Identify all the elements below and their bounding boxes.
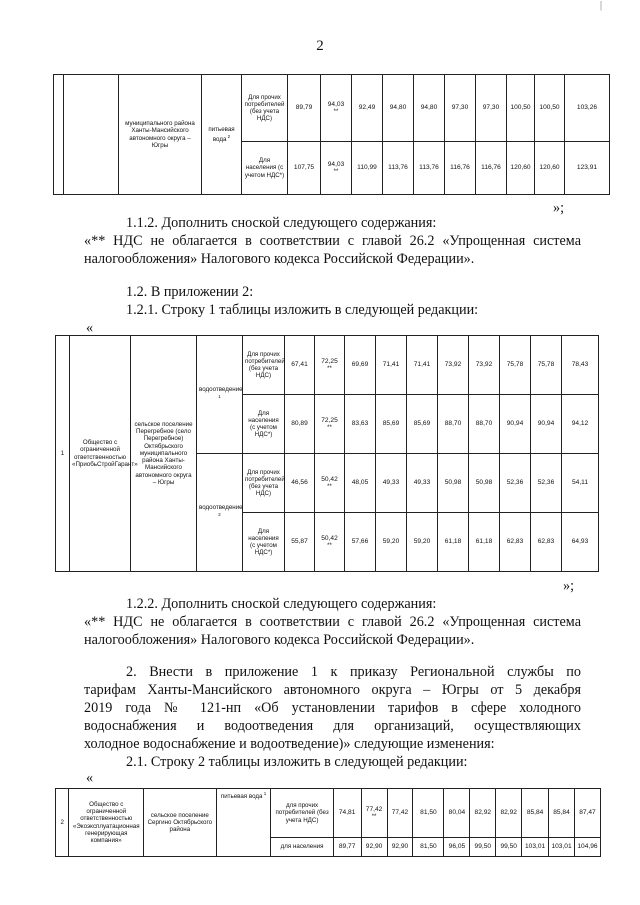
tariff-value-cell-text: 97,30: [451, 104, 469, 112]
tariff-value-cell: [438, 513, 469, 572]
tariff-table-continued: [53, 74, 610, 195]
tariff-value-cell: [352, 75, 383, 142]
tariff-value-cell: [531, 395, 562, 454]
open-quote-2: «: [86, 770, 94, 786]
vat-exempt-mark: **: [327, 483, 332, 490]
consumer-category-cell-text: Для прочих потребителей (без учета НДС): [245, 468, 285, 498]
tariff-value-cell-text: 88,70: [475, 420, 493, 428]
tariff-value-cell-text: 88,70: [444, 420, 462, 428]
paragraph-2-1: 2.1. Строку 2 таблицы изложить в следующей редакции:: [126, 754, 468, 770]
tariff-value-cell: [315, 513, 345, 572]
tariff-value-cell: [500, 513, 531, 572]
tariff-value-cell: [470, 789, 496, 838]
tariff-value-cell-text: 92,90: [365, 843, 383, 851]
tariff-value-cell-text: 62,83: [506, 538, 524, 546]
table2-closing-quote: »;: [563, 578, 575, 594]
tariff-value-cell-text: 96,05: [448, 843, 466, 851]
tariff-value-cell: [285, 336, 315, 395]
tariff-value-cell-text: 55,87: [291, 538, 308, 546]
tariff-value-cell: [438, 336, 469, 395]
tariff-value-cell-text: 90,94: [506, 420, 524, 428]
tariff-value-cell-text: 67,41: [291, 361, 308, 369]
footnote-ref: 1: [262, 791, 267, 796]
tariff-value-cell: [438, 395, 469, 454]
tariff-value-cell: [315, 454, 345, 513]
tariff-value-cell: [376, 395, 407, 454]
tariff-value-cell: [496, 838, 522, 857]
tariff-value-cell-text: 120,60: [539, 164, 560, 172]
tariff-value-cell: [507, 75, 535, 142]
table-row: [56, 789, 601, 838]
tariff-value-cell: [522, 789, 549, 838]
tariff-value-cell-text: 81,50: [420, 809, 437, 817]
tariff-value-cell-text: 64,93: [571, 538, 589, 546]
footnote2-text-line2: налогообложения» Налогового кодекса Российской Федерации».: [84, 632, 475, 648]
tariff-value-cell: [285, 513, 315, 572]
service-cell: [197, 454, 243, 572]
territory-cell-text: сельское поселение Перегребное (село Перегребное) Октябрьского муниципального района Ханты-Мансийского автономного округа – Югры: [134, 421, 193, 486]
tariff-value-cell: [469, 513, 500, 572]
paragraph-1-2-2: 1.2.2. Дополнить сноской следующего содержания:: [126, 596, 437, 612]
row-number-cell-text: 1: [60, 449, 65, 457]
tariff-value-cell: [321, 142, 352, 195]
tariff-value-cell-text: 50,42: [321, 535, 338, 543]
tariff-value-cell: [445, 142, 476, 195]
tariff-value-cell-text: 103,26: [576, 104, 598, 112]
tariff-value-cell-text: 123,91: [576, 164, 598, 172]
tariff-value-cell-text: 78,43: [571, 361, 589, 369]
service-cell-text: питьевая вода: [208, 125, 235, 144]
tariff-value-cell: [469, 454, 500, 513]
tariff-value-cell-text: 54,11: [571, 479, 588, 487]
tariff-value-cell: [445, 75, 476, 142]
tariff-value-cell-text: 89,79: [295, 104, 313, 112]
service-cell: [197, 336, 243, 454]
footnote-text-line1: «** НДС не облагается в соответствии с главой 26.2 «Упрощенная система: [84, 233, 581, 249]
vat-exempt-mark: **: [333, 168, 339, 175]
tariff-value-cell: [361, 789, 387, 838]
tariff-value-cell: [345, 395, 376, 454]
table3-body: [56, 789, 601, 857]
tariff-value-cell-text: 107,75: [293, 164, 315, 172]
tariff-value-cell: [496, 789, 522, 838]
tariff-table-row-1: [55, 335, 599, 572]
tariff-value-cell: [383, 75, 414, 142]
organization-cell: [69, 789, 144, 857]
tariff-value-cell-text: 120,60: [510, 164, 531, 172]
tariff-value-cell: [500, 336, 531, 395]
tariff-value-cell-text: 77,42: [391, 809, 409, 817]
tariff-value-cell: [288, 75, 321, 142]
service-cell: [216, 789, 271, 857]
service-cell-text: водоотведение: [199, 385, 243, 393]
footnote-ref: 2: [226, 133, 231, 139]
consumer-category-cell: [243, 454, 285, 513]
tariff-value-cell: [333, 838, 361, 857]
tariff-value-cell: [574, 838, 600, 857]
consumer-category-cell-text: Для прочих потребителей (без учета НДС): [245, 350, 285, 380]
tariff-table-row-2: [55, 788, 601, 857]
tariff-value-cell: [352, 142, 383, 195]
tariff-value-cell: [565, 75, 610, 142]
tariff-value-cell-text: 71,41: [413, 361, 431, 369]
tariff-value-cell: [407, 513, 438, 572]
tariff-value-cell: [407, 395, 438, 454]
tariff-value-cell-text: 46,56: [291, 479, 308, 487]
territory-cell: [119, 75, 202, 195]
tariff-value-cell-text: 50,98: [475, 479, 493, 487]
tariff-value-cell-text: 92,90: [391, 843, 409, 851]
table1-body: [54, 75, 610, 195]
tariff-value-cell-text: 103,01: [551, 843, 572, 851]
tariff-value-cell-text: 92,49: [358, 104, 376, 112]
tariff-value-cell-text: 103,01: [525, 843, 546, 851]
paragraph-1-1-2: 1.1.2. Дополнить сноской следующего содержания:: [126, 215, 437, 231]
tariff-value-cell-text: 48,05: [351, 479, 369, 487]
tariff-value-cell-text: 50,42: [321, 476, 338, 484]
tariff-value-cell-text: 75,78: [537, 361, 555, 369]
tariff-value-cell-text: 82,92: [474, 809, 492, 817]
table-row: [56, 336, 599, 395]
consumer-category-cell: [242, 75, 288, 142]
consumer-category-cell-text: Для населения (с учетом НДС*): [248, 409, 279, 439]
paragraph-2-line4: водоснабжения и водоотведения для организаций, осуществляющих: [84, 718, 581, 734]
tariff-value-cell-text: 85,84: [526, 809, 544, 817]
footnote-ref: 1: [218, 393, 221, 399]
consumer-category-cell: [271, 838, 333, 857]
tariff-value-cell: [438, 454, 469, 513]
open-quote-1: «: [86, 320, 94, 336]
footnote-ref: 2: [218, 511, 221, 517]
tariff-value-cell: [376, 336, 407, 395]
table2-body: [56, 336, 599, 572]
tariff-value-cell: [361, 838, 387, 857]
tariff-value-cell-text: 61,18: [475, 538, 493, 546]
tariff-value-cell: [288, 142, 321, 195]
tariff-value-cell-text: 73,92: [475, 361, 493, 369]
tariff-value-cell: [531, 513, 562, 572]
paragraph-1-2: 1.2. В приложении 2:: [126, 284, 254, 300]
tariff-value-cell-text: 52,36: [506, 479, 524, 487]
paragraph-2-line5: холодное водоснабжение и водоотведение)» следующие изменения:: [84, 736, 495, 752]
tariff-value-cell: [507, 142, 535, 195]
tariff-value-cell-text: 87,47: [579, 809, 596, 817]
paragraph-1-2-1: 1.2.1. Строку 1 таблицы изложить в следующей редакции:: [126, 302, 479, 318]
tariff-value-cell: [476, 75, 507, 142]
tariff-value-cell: [376, 513, 407, 572]
tariff-value-cell: [469, 336, 500, 395]
footnote2-text-line1: «** НДС не облагается в соответствии с главой 26.2 «Упрощенная система: [84, 614, 581, 630]
consumer-category-cell: [271, 789, 333, 838]
tariff-value-cell: [549, 838, 575, 857]
tariff-value-cell-text: 94,12: [571, 420, 589, 428]
tariff-value-cell-text: 52,36: [537, 479, 555, 487]
tariff-value-cell: [333, 789, 361, 838]
page-number: 2: [316, 38, 324, 54]
tariff-value-cell-text: 94,03: [327, 101, 345, 109]
tariff-value-cell: [387, 789, 413, 838]
organization-cell-text: Общество с ограниченной ответственностью «Экоэксплуатационная генерирующая компания»: [72, 800, 140, 844]
vat-exempt-mark: **: [327, 365, 332, 372]
row-number-cell: [56, 789, 69, 857]
organization-cell-text: Общество с ограниченной ответственностью «ПриобьСтройГарант»: [72, 439, 138, 468]
tariff-value-cell-text: 85,69: [382, 420, 400, 428]
tariff-value-cell: [414, 75, 445, 142]
tariff-value-cell-text: 85,69: [413, 420, 431, 428]
tariff-value-cell-text: 94,80: [420, 104, 438, 112]
tariff-value-cell-text: 94,80: [389, 104, 407, 112]
service-cell-text: водоотведение: [199, 503, 243, 511]
tariff-value-cell: [562, 395, 599, 454]
tariff-value-cell: [531, 454, 562, 513]
tariff-value-cell-text: 110,99: [357, 164, 377, 172]
tariff-value-cell: [500, 454, 531, 513]
tariff-value-cell: [407, 336, 438, 395]
row-number-cell-text: 2: [60, 818, 64, 826]
consumer-category-cell: [243, 513, 285, 572]
consumer-category-cell: [243, 395, 285, 454]
tariff-value-cell: [444, 789, 470, 838]
tariff-value-cell: [285, 454, 315, 513]
tariff-value-cell: [522, 838, 549, 857]
tariff-value-cell: [345, 454, 376, 513]
tariff-value-cell-text: 59,20: [413, 538, 431, 546]
tariff-value-cell-text: 71,41: [382, 361, 400, 369]
vat-exempt-mark: **: [327, 542, 332, 549]
tariff-value-cell: [345, 513, 376, 572]
tariff-value-cell-text: 50,98: [444, 479, 462, 487]
tariff-value-cell-text: 81,50: [420, 843, 437, 851]
tariff-value-cell-text: 69,69: [351, 361, 369, 369]
tariff-value-cell: [470, 838, 496, 857]
tariff-value-cell-text: 113,76: [388, 164, 408, 172]
row-number-cell: [54, 75, 64, 195]
tariff-value-cell: [315, 336, 345, 395]
tariff-value-cell-text: 99,50: [474, 843, 492, 851]
tariff-value-cell: [531, 336, 562, 395]
tariff-value-cell-text: 94,03: [327, 161, 345, 169]
tariff-value-cell: [413, 789, 444, 838]
tariff-value-cell: [535, 142, 565, 195]
tariff-value-cell-text: 97,30: [482, 104, 500, 112]
tariff-value-cell: [500, 395, 531, 454]
tariff-value-cell: [414, 142, 445, 195]
tariff-value-cell: [413, 838, 444, 857]
row-number-cell: [56, 336, 70, 572]
tariff-value-cell: [476, 142, 507, 195]
table-row: [54, 75, 610, 142]
tariff-value-cell-text: 116,76: [450, 164, 470, 172]
service-cell-text: питьевая вода: [220, 793, 263, 801]
territory-cell-text: сельское поселение Сергино Октябрьского района: [147, 811, 213, 834]
tariff-value-cell-text: 77,42: [365, 806, 383, 814]
tariff-value-cell: [549, 789, 575, 838]
consumer-category-cell-text: Для населения (с учетом НДС*): [248, 527, 279, 557]
service-cell: [202, 75, 242, 195]
vat-exempt-mark: **: [371, 813, 377, 820]
tariff-value-cell-text: 85,84: [553, 809, 570, 817]
tariff-value-cell: [574, 789, 600, 838]
paragraph-2-line3: 2019 года № 121-нп «Об установлении тарифов в сфере холодного: [84, 700, 581, 716]
consumer-category-cell: [243, 336, 285, 395]
tariff-value-cell: [285, 395, 315, 454]
paragraph-2-line1: 2. Внести в приложение 1 к приказу Региональной службы по: [126, 664, 581, 680]
tariff-value-cell: [376, 454, 407, 513]
consumer-category-cell-text: для прочих потребителей (без учета НДС): [275, 802, 329, 824]
tariff-value-cell-text: 75,78: [506, 361, 524, 369]
consumer-category-cell-text: для населения: [280, 843, 324, 851]
paragraph-2-line2: тарифам Ханты-Мансийского автономного округа – Югры от 5 декабря: [84, 682, 581, 698]
organization-cell: [70, 336, 138, 572]
tariff-value-cell-text: 80,04: [448, 809, 466, 817]
tariff-value-cell-text: 73,92: [444, 361, 462, 369]
tariff-value-cell: [535, 75, 565, 142]
tariff-value-cell-text: 100,50: [539, 104, 560, 112]
tariff-value-cell-text: 57,66: [351, 538, 369, 546]
tariff-value-cell-text: 74,81: [338, 809, 356, 817]
territory-cell-text: муниципального района Ханты-Мансийского автономного округа – Югры: [125, 120, 195, 149]
tariff-value-cell: [562, 454, 599, 513]
tariff-value-cell: [387, 838, 413, 857]
tariff-value-cell-text: 82,92: [500, 809, 517, 817]
tariff-value-cell-text: 100,50: [510, 104, 531, 112]
tariff-value-cell: [345, 336, 376, 395]
tariff-value-cell-text: 116,76: [481, 164, 501, 172]
tariff-value-cell: [562, 513, 599, 572]
vat-exempt-mark: **: [333, 108, 339, 115]
tariff-value-cell-text: 62,83: [537, 538, 555, 546]
tariff-value-cell-text: 104,96: [577, 843, 598, 851]
tariff-value-cell-text: 72,25: [321, 417, 338, 425]
footnote-text-line2: налогообложения» Налогового кодекса Российской Федерации».: [84, 251, 475, 267]
tariff-value-cell-text: 80,89: [291, 420, 308, 428]
tariff-value-cell-text: 59,20: [382, 538, 400, 546]
tariff-value-cell-text: 99,50: [500, 843, 517, 851]
consumer-category-cell: [242, 142, 288, 195]
tariff-value-cell-text: 49,33: [382, 479, 400, 487]
tariff-value-cell: [315, 395, 345, 454]
tariff-value-cell: [444, 838, 470, 857]
tariff-value-cell-text: 83,63: [351, 420, 369, 428]
consumer-category-cell-text: Для населения (с учетом НДС*): [244, 157, 285, 179]
tariff-value-cell-text: 113,76: [419, 164, 439, 172]
tariff-value-cell: [407, 454, 438, 513]
organization-cell: [64, 75, 119, 195]
tariff-value-cell: [469, 395, 500, 454]
tariff-value-cell-text: 49,33: [413, 479, 431, 487]
tariff-value-cell: [383, 142, 414, 195]
tariff-value-cell-text: 89,77: [338, 843, 356, 851]
table1-closing-quote: »;: [553, 200, 565, 216]
consumer-category-cell-text: Для прочих потребителей (без учета НДС): [244, 93, 285, 123]
tariff-value-cell-text: 61,18: [444, 538, 462, 546]
tariff-value-cell: [562, 336, 599, 395]
territory-cell: [144, 789, 217, 857]
page-corner-mark: |: [600, 0, 603, 11]
tariff-value-cell: [565, 142, 610, 195]
vat-exempt-mark: **: [327, 424, 332, 431]
tariff-value-cell: [321, 75, 352, 142]
tariff-value-cell-text: 90,94: [537, 420, 555, 428]
tariff-value-cell-text: 72,25: [321, 358, 338, 366]
territory-cell: [131, 336, 197, 572]
